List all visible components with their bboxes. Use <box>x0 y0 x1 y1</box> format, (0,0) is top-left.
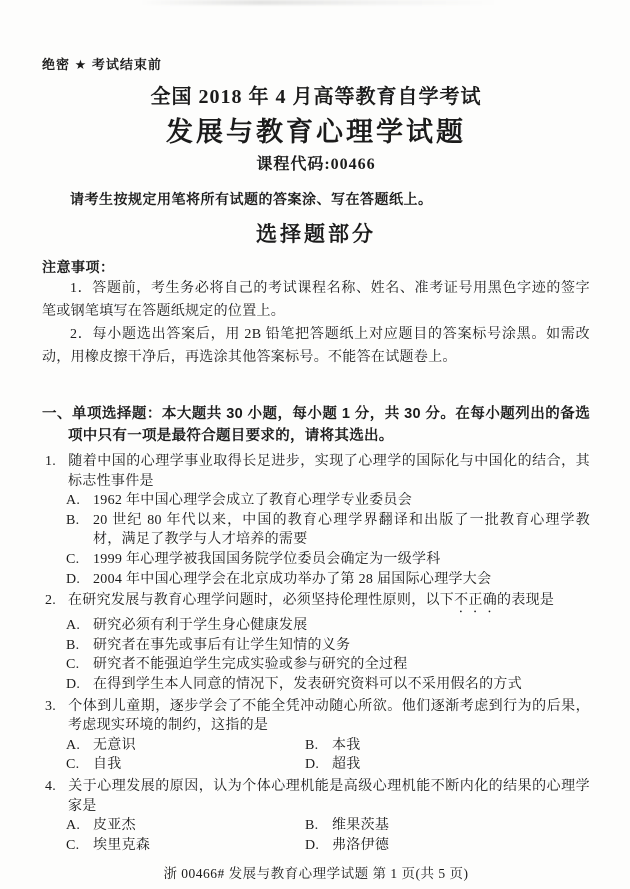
option-b-text: 20 世纪 80 年代以来，中国的教育心理学界翻译和出版了一批教育心理学教材，满足了教学与人才培养的需要 <box>93 512 590 548</box>
paper-title: 发展与教育心理学试题 <box>166 117 466 147</box>
page-footer: 浙 00466# 发展与教育心理学试题 第 1 页(共 5 页) <box>163 866 469 882</box>
option-d-text: 超我 <box>332 757 361 773</box>
option-a-text: 研究必须有利于学生身心健康发展 <box>93 618 308 634</box>
question-2-options <box>66 616 590 694</box>
question-1-stem <box>45 452 590 491</box>
question-3-stem-text: 个体到儿童期，逐步学会了不能全凭冲动随心所欲。他们逐渐考虑到行为的后果，考虑现实环境的制约，这指的是 <box>68 698 590 734</box>
option-c-text: 埃里克森 <box>93 837 151 853</box>
question-3 <box>45 697 590 775</box>
question-3-option-d <box>305 755 590 775</box>
part-title: 选择题部分 <box>256 223 376 246</box>
course-code: 课程代码:00466 <box>256 156 376 173</box>
option-c-label: C. <box>66 657 80 673</box>
option-a-text: 1962 年中国心理学会成立了教育心理学专业委员会 <box>93 493 412 509</box>
scan-artifact <box>140 0 500 5</box>
question-3-option-b <box>305 736 590 756</box>
option-b-label: B. <box>66 512 80 528</box>
option-d-text: 在得到学生本人同意的情况下，发表研究资料可以不采用假名的方式 <box>93 676 522 692</box>
option-c-text: 研究者不能强迫学生完成实验或参与研究的全过程 <box>93 657 408 673</box>
question-3-stem <box>45 697 590 736</box>
question-1-option-b <box>66 511 590 550</box>
option-c-label: C. <box>66 837 80 853</box>
question-3-number: 3. <box>45 698 57 714</box>
section-one-number: 一、 <box>42 406 72 422</box>
option-a-label: A. <box>66 618 81 634</box>
question-3-options <box>66 736 590 775</box>
question-1-number: 1. <box>45 454 57 469</box>
option-a-label: A. <box>66 493 81 509</box>
question-2-stem-suffix: 的表现是 <box>497 593 555 609</box>
question-4-option-d <box>305 836 590 856</box>
question-1-stem-text: 随着中国的心理学事业取得长足进步，实现了心理学的国际化与中国化的结合，其标志性事件是 <box>68 454 590 489</box>
question-1-option-a <box>66 491 590 511</box>
secrecy-notice: 绝密 ★ 考试结束前 <box>42 57 162 72</box>
option-d-label: D. <box>305 757 320 773</box>
exam-title: 全国 2018 年 4 月高等教育自学考试 <box>150 86 482 108</box>
question-4-number: 4. <box>45 778 57 794</box>
option-c-text: 1999 年心理学被我国国务院学位委员会确定为一级学科 <box>93 551 441 567</box>
notes-label: 注意事项： <box>42 259 115 275</box>
option-c-text: 自我 <box>93 757 122 773</box>
question-1-option-c <box>66 550 590 570</box>
note-item-2: 2．每小题选出答案后，用 2B 铅笔把答题纸上对应题目的答案标号涂黑。如需改动，用橡皮擦干净后，再选涂其他答案标号。不能答在试题卷上。 <box>42 327 590 365</box>
option-d-text: 弗洛伊德 <box>332 837 390 853</box>
option-b-text: 研究者在事先或事后有让学生知情的义务 <box>93 637 351 653</box>
question-4-options <box>66 816 590 855</box>
option-a-label: A. <box>66 737 81 753</box>
option-b-label: B. <box>66 637 80 653</box>
question-2-stem-prefix: 在研究发展与教育心理学问题时，必须坚持伦理性原则，以下 <box>68 593 455 609</box>
question-2-option-b <box>66 636 590 656</box>
question-3-option-a <box>66 736 305 756</box>
option-d-text: 2004 年中国心理学会在北京成功举办了第 28 届国际心理学大会 <box>93 571 492 587</box>
question-1 <box>45 452 590 589</box>
option-a-text: 皮亚杰 <box>93 818 136 834</box>
option-c-label: C. <box>66 757 80 773</box>
question-2-stem <box>45 591 590 616</box>
question-1-options <box>66 491 590 589</box>
question-2-number: 2. <box>45 593 57 609</box>
option-a-text: 无意识 <box>93 737 136 753</box>
question-3-option-c <box>66 755 305 775</box>
question-4 <box>45 777 590 855</box>
question-4-option-b <box>305 816 590 836</box>
option-d-label: D. <box>66 676 81 692</box>
question-2-option-c <box>66 655 590 675</box>
option-b-text: 本我 <box>332 737 361 753</box>
section-one-heading <box>42 404 590 447</box>
answer-sheet-instruction: 请考生按规定用笔将所有试题的答案涂、写在答题纸上。 <box>70 191 433 207</box>
question-1-option-d <box>66 570 590 590</box>
option-b-label: B. <box>305 737 319 753</box>
option-c-label: C. <box>66 551 80 567</box>
question-4-option-c <box>66 836 305 856</box>
question-2-stem-emphasis: 不正确 <box>454 593 498 609</box>
option-d-label: D. <box>305 837 320 853</box>
option-d-label: D. <box>66 571 81 587</box>
question-2 <box>45 591 590 694</box>
section-one-heading-text: 单项选择题：本大题共 30 小题，每小题 1 分，共 30 分。在每小题列出的备选项中只有一项是最符合题目要求的，请将其选出。 <box>68 406 590 444</box>
option-b-text: 维果茨基 <box>332 818 390 834</box>
question-4-stem-text: 关于心理发展的原因，认为个体心理机能是高级心理机能不断内化的结果的心理学家是 <box>68 778 590 814</box>
option-b-label: B. <box>305 818 319 834</box>
note-item-1: 1．答题前，考生务必将自己的考试课程名称、姓名、准考证号用黑色字迹的签字笔或钢笔填写在答题纸规定的位置上。 <box>42 281 590 319</box>
question-2-option-a <box>66 616 590 636</box>
question-4-option-a <box>66 816 305 836</box>
question-2-option-d <box>66 675 590 695</box>
option-a-label: A. <box>66 818 81 834</box>
question-4-stem <box>45 777 590 816</box>
question-list <box>45 452 590 855</box>
